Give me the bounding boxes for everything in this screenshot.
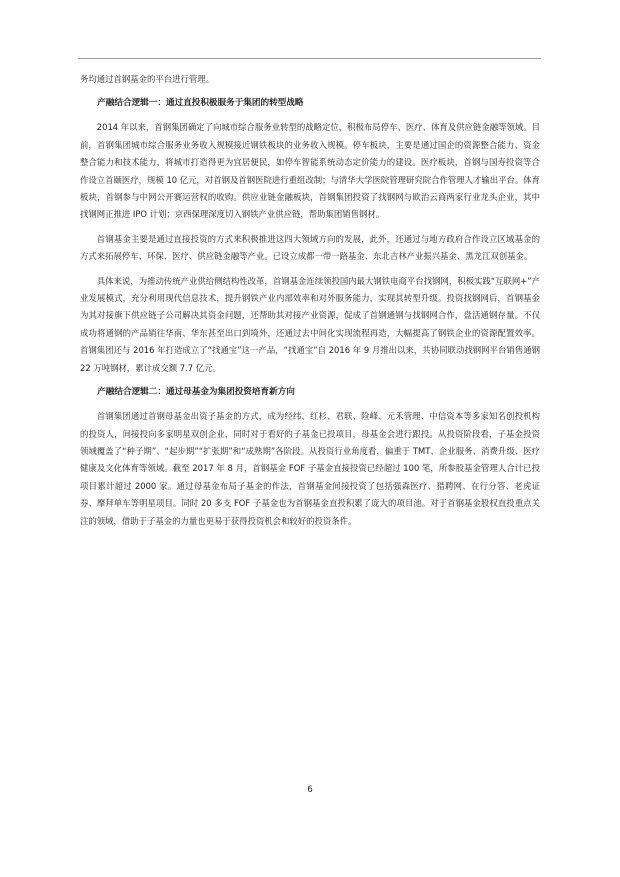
paragraph-fund-of-funds: 首钢集团通过首钢母基金出资子基金的方式，成为经纬、红杉、君联、险峰、元禾管理、中信资本等多家知名创投机构的投资人，间接投向多家明星双创企业，同时对于看好的子基金已投项目，母基金会进行跟投。从投资阶段看，子基金投资领域覆盖了“种子期”、“起步期”“扩张期”和“成熟期”各阶段。从投资行业角度看，偏重于 TMT、企业服务、消费升级、医疗健康及文化体育等领域。截至 2017 年 8 月，首钢基金 FOF 子基金直接投资已经超过 100 笔，所参股基金管理人合计已投项目累计超过 2000 家。通过母基金布局子基金的作法，首钢基金间接投资了包括强森医疗、猎聘网、在行分答、老虎证券、摩拜单车等明星项目。同时 20 多支 FOF 子基金也为首钢基金直投积累了庞大的项目池。对于首钢基金股权直投重点关注的领域，借助于子基金的力量也更易于获得投资机会和较好的投资条件。: [80, 411, 540, 526]
paragraph-direct-investment: 首钢基金主要是通过直接投资的方式来积极推进这四大领域方向的发展，此外，还通过与地方政府合作设立区域基金的方式来拓展停车、环保、医疗、供应链金融等产业。已设立成都一带一路基金、东北吉林产业振兴基金、黑龙江双创基金。: [80, 233, 540, 262]
section-heading-1: 产融结合逻辑一：通过直投积极服务于集团的转型战略: [97, 98, 304, 109]
page-number: 6: [307, 784, 313, 794]
paragraph-transformation-strategy: 2014 年以来，首钢集团确定了向城市综合服务业转型的战略定位，积极布局停车、医疗、体育及供应链金融等领域。目前，首钢集团城市综合服务业务收入规模接近钢铁板块的业务收入规模。停车板块，主要是通过国企的资源整合能力、资金整合能力和技术能力，将城市打造得更为宜居便民，如停车智能系统动态定价能力的建设。医疗板块，首钢与国寿投资等合作设立首颐医疗，规模 10 亿元，对首钢及首钢医院进行重组改制；与清华大学医院管理研究院合作管理人才输出平台。体育板块，首钢参与中网公开赛运营权的收购。供应业链金融板块，首钢集团投资了找钢网与欧治云商两家行业龙头企业，其中找钢网正推进 IPO 计划；京西保理深度切入钢铁产业供应链，帮助集团销售钢材。: [80, 122, 540, 220]
section-heading-2: 产融结合逻辑二：通过母基金为集团投资培育新方向: [97, 387, 295, 398]
header-rule: [78, 58, 541, 59]
document-body: [80, 71, 540, 537]
paragraph-continued: 务均通过首钢基金的平台进行管理。: [80, 74, 214, 84]
paragraph-zhaogang-case: 具体来说，为推动传统产业供给侧结构性改革，首钢基金连续领投国内最大钢铁电商平台找钢网，积极实践“互联网+”产业发展模式，充分利用现代信息技术，提升钢铁产业内部效率和对外服务能力，实现其转型升级。投资找钢网后，首钢基金为其对接旗下供应链子公司解决其资金问题，还帮助其对接产业资源，促成了首钢通钢与找钢网合作，盘活通钢存量。不仅成功将通钢的产品销往华南、华东甚至出口到境外，还通过去中间化实现流程再造，大幅提高了钢铁企业的资源配置效率。首钢集团还与 2016 年打造成立了“找通宝”这一产品，“找通宝”自 2016 年 9 月推出以来，共协同联动找钢网平台销售通钢 22 万吨钢材，累计成交额 7.7 亿元。: [80, 275, 540, 373]
